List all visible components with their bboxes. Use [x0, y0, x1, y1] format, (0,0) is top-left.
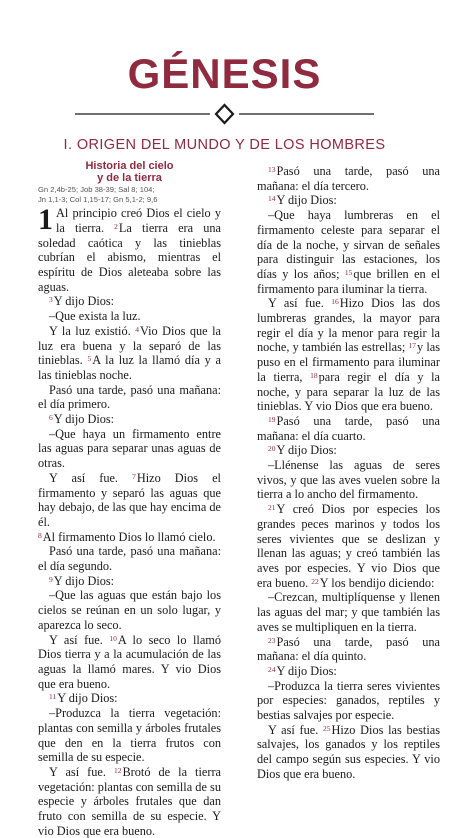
verse-paragraph	[38, 633, 221, 692]
verse-text: Y creó Dios por especies los grandes peces marinos y todos los seres vivientes que se deslizan y llenan las aguas; y creó también las aves por especies. Y vio Dios que era bueno.	[257, 502, 440, 590]
chapter-number: 1	[38, 203, 53, 237]
verse-text: que brillen en el firmamento para iluminar la tierra.	[257, 266, 440, 296]
verse-paragraph	[38, 203, 221, 294]
verse-number: 10	[109, 633, 117, 643]
verse-number: 6	[49, 413, 53, 423]
verse-text: Brotó de la tierra vegetación: plantas con semilla de su especie y árboles frutales que dan fruto con semilla de su especie. Y vio Dios que era bueno.	[38, 764, 221, 838]
left-column	[38, 160, 221, 838]
verse-paragraph	[257, 679, 440, 723]
verse-text: –Crezcan, multiplíquense y llenen las aguas del mar; y que también las aves se multipliquen en la tierra.	[257, 590, 440, 634]
verse-paragraph	[38, 427, 221, 471]
verse-text: A la luz la llamó día y a las tinieblas noche.	[38, 353, 221, 382]
verse-paragraph	[257, 443, 440, 458]
verse-text: Pasó una tarde, pasó una mañana: el día cuarto.	[257, 413, 440, 443]
verse-text: Pasó una tarde, pasó una mañana: el día primero.	[38, 382, 221, 412]
verse-number: 15	[344, 267, 353, 277]
verse-text: Al principio creó Dios el cielo y la tierra.	[56, 206, 221, 235]
verse-text: Y la luz existió.	[49, 323, 136, 338]
verse-text: La tierra era una soledad caótica y las tinieblas cubrían el abismo, mientras el espíritu de Dios aleteaba sobre las aguas.	[38, 220, 221, 294]
verse-number: 25	[323, 723, 331, 733]
verse-text: Pasó una tarde, pasó una mañana: el día quinto.	[257, 634, 440, 664]
verse-paragraph	[257, 723, 440, 782]
right-column	[257, 164, 440, 782]
subheading	[38, 160, 221, 184]
verse-text: Hizo Dios las bestias salvajes, los ganados y los reptiles del campo según sus especies. Y vio Dios que era bueno.	[257, 722, 440, 781]
verse-text: Al firmamento Dios lo llamó cielo.	[42, 529, 216, 544]
verse-text: Pasó una tarde, pasó una mañana: el día segundo.	[38, 544, 221, 574]
verse-paragraph	[38, 471, 221, 530]
verse-paragraph	[38, 324, 221, 383]
verse-text: –Que haya lumbreras en el firmamento celeste para separar el día de la noche, y sirvan de señales para distinguir las estaciones, los días y los años;	[257, 208, 440, 281]
verse-text: Y dijo Dios:	[276, 663, 337, 678]
verse-paragraph	[38, 765, 221, 838]
verse-text: Y dijo Dios:	[53, 412, 115, 427]
verse-number: 2	[114, 221, 118, 231]
verse-text: Y los bendijo diciendo:	[319, 575, 435, 590]
cross-references	[38, 185, 221, 204]
verse-text: –Que exista la luz.	[49, 309, 141, 324]
verse-number: 5	[87, 354, 92, 364]
verse-text: Y dijo Dios:	[57, 691, 118, 706]
verse-paragraph	[257, 502, 440, 590]
book-title: GÉNESIS	[127, 50, 322, 97]
verse-paragraph	[38, 294, 221, 309]
verse-paragraph	[38, 309, 221, 324]
verse-text: –Produzca la tierra vegetación: plantas con semilla y árboles frutales que den en la tierra frutos con semilla de su especie.	[38, 706, 221, 765]
verse-number: 14	[268, 194, 276, 204]
verse-paragraph	[257, 164, 440, 193]
verse-text: –Que haya un firmamento entre las aguas para separar unas aguas de otras.	[38, 426, 221, 471]
subheading-line: y de la tierra	[97, 172, 162, 184]
verse-text: Y dijo Dios:	[53, 573, 115, 588]
verse-paragraph	[38, 412, 221, 427]
verse-text: Hizo Dios el firmamento y separó las aguas que hay debajo, de las que hay encima de él.	[38, 470, 222, 529]
verse-text: Y así fue.	[49, 632, 110, 647]
subheading-line: Historia del cielo	[85, 160, 174, 172]
verse-paragraph	[257, 458, 440, 502]
section-title: I. ORIGEN DEL MUNDO Y DE LOS HOMBRES	[63, 137, 386, 153]
verse-number: 18	[310, 370, 318, 380]
verse-paragraph	[38, 383, 221, 412]
verse-number: 13	[268, 165, 276, 174]
verse-text: para regir el día y la noche, y para separar la luz de las tinieblas. Y vio Dios que era bueno.	[257, 369, 440, 414]
verse-paragraph	[38, 544, 221, 573]
verse-text: Pasó una tarde, pasó una mañana: el día tercero.	[257, 164, 440, 193]
verse-number: 4	[135, 324, 139, 334]
verse-number: 24	[268, 664, 276, 674]
verse-paragraph	[257, 296, 440, 414]
verse-paragraph	[257, 208, 440, 296]
verse-number: 19	[268, 414, 276, 424]
verse-paragraph	[257, 193, 440, 208]
verse-number: 20	[268, 444, 276, 454]
verse-text: Hizo Dios las dos lumbreras grandes, la mayor para regir el día y la menor para regir la noche, y también las estrellas;	[257, 296, 440, 355]
verse-text: Y dijo Dios:	[276, 193, 337, 208]
title-ornament	[0, 100, 449, 128]
verse-paragraph	[38, 574, 221, 589]
verse-text: –Que las aguas que están bajo los cielos se reúnan en un solo lugar, y aparezca lo seco.	[38, 588, 221, 632]
verse-number: 8	[38, 530, 42, 540]
verse-text: –Llénense las aguas de seres vivos, y que las aves vuelen sobre la tierra a lo ancho del firmamento.	[257, 458, 440, 502]
verse-number: 3	[49, 295, 53, 305]
verse-paragraph	[38, 706, 221, 765]
verse-number: 7	[132, 471, 136, 481]
verse-text: Y así fue.	[268, 722, 324, 737]
verse-number: 23	[268, 635, 276, 645]
verse-number: 12	[113, 765, 122, 775]
verse-paragraph	[257, 664, 440, 679]
verse-text: Vio Dios que la luz era buena y la separó de las tinieblas.	[38, 323, 221, 368]
verse-text: A lo seco lo llamó Dios tierra y a la acumulación de las aguas la llamó mares. Y vio Dios que era bueno.	[38, 632, 221, 691]
verse-paragraph	[257, 414, 440, 443]
verse-text: Y así fue.	[49, 764, 114, 779]
cross-reference-line: Jn 1,1-3; Col 1,15-17; Gn 5,1-2; 9,6	[38, 194, 158, 204]
verse-number: 17	[408, 341, 416, 351]
verse-number: 22	[311, 576, 319, 586]
verse-number: 11	[49, 692, 57, 702]
verse-text: –Produzca la tierra seres vivientes por especies: ganados, reptiles y bestias salvajes por especie.	[257, 678, 440, 723]
verse-paragraph	[38, 530, 221, 545]
verse-text: Y así fue.	[49, 470, 133, 485]
verse-paragraph	[257, 635, 440, 664]
verse-number: 9	[49, 574, 53, 584]
verse-paragraph	[257, 590, 440, 634]
verse-number: 16	[331, 297, 339, 307]
verse-paragraph	[38, 691, 221, 706]
verse-text: Y así fue.	[268, 296, 332, 311]
verse-text: Y dijo Dios:	[53, 294, 115, 309]
verse-text: Y dijo Dios:	[276, 443, 337, 458]
verse-text: y las puso en el firmamento para iluminar la tierra,	[257, 340, 440, 384]
cross-reference-line: Gn 2,4b-25; Job 38-39; Sal 8; 104;	[38, 185, 155, 194]
verse-number: 21	[268, 503, 276, 513]
verse-paragraph	[38, 588, 221, 632]
